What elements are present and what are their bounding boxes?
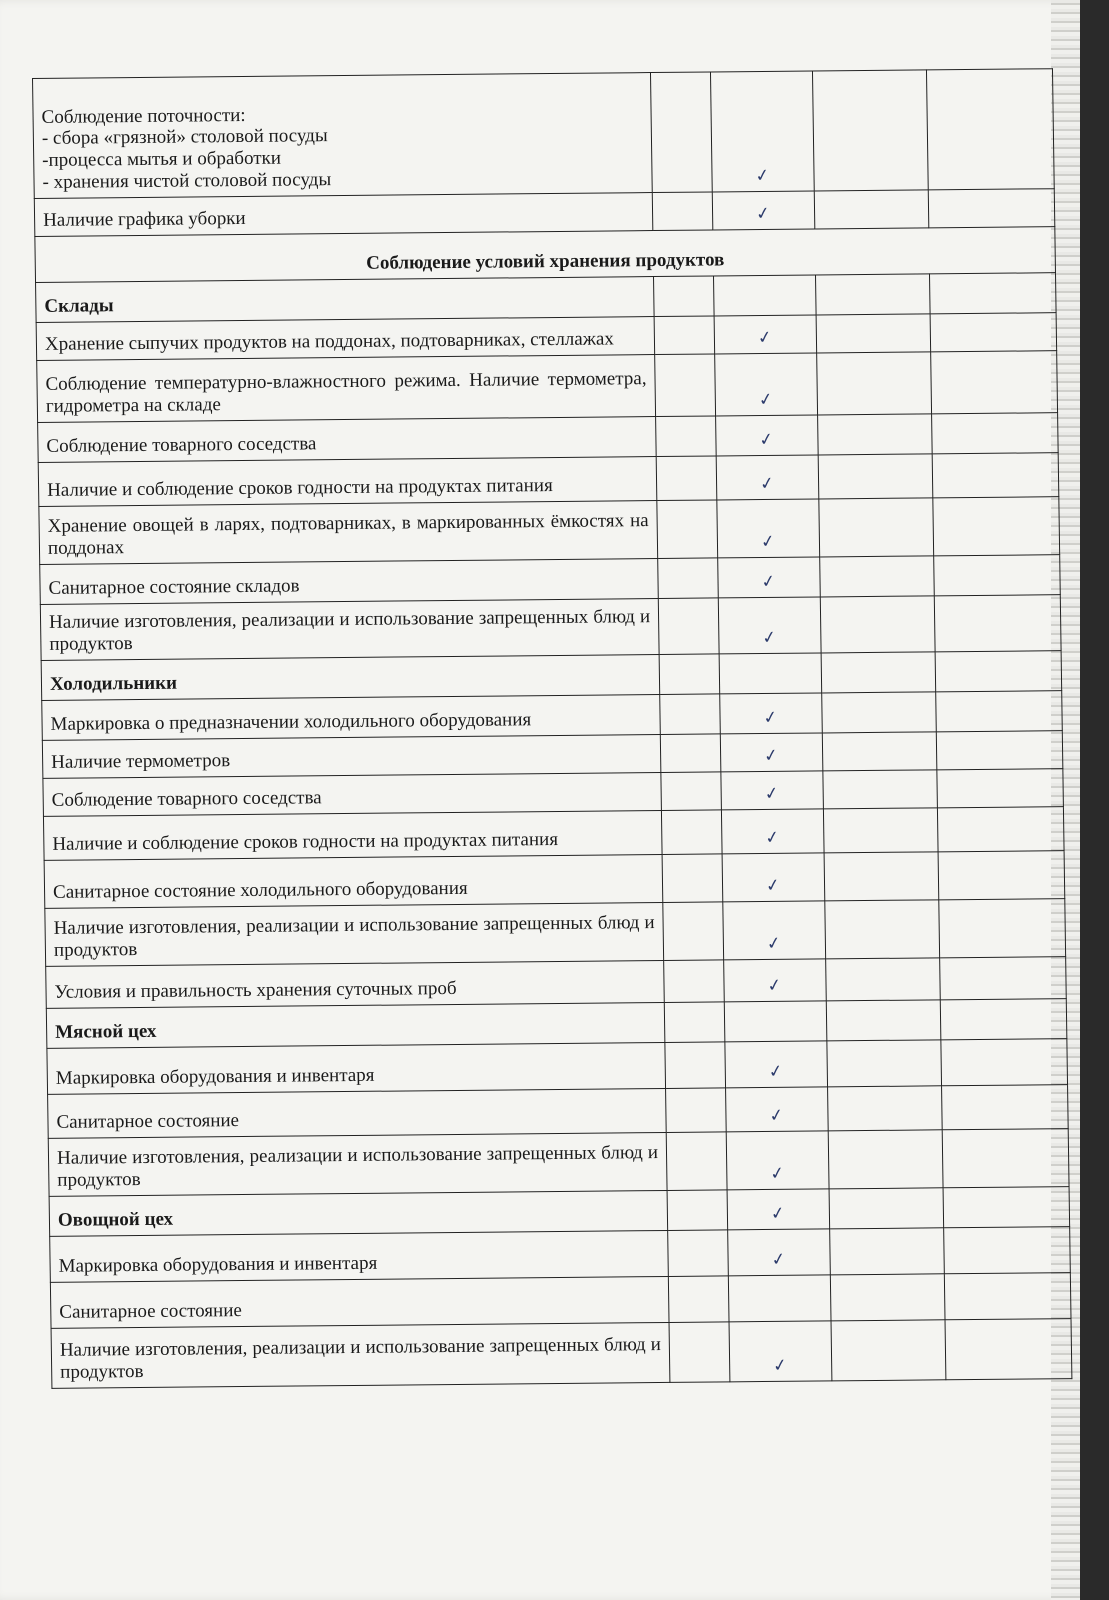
checklist-table <box>32 68 1072 1389</box>
criterion-line: Санитарное состояние <box>59 1300 243 1323</box>
check-cell <box>715 353 818 416</box>
blank-cell <box>944 1273 1071 1320</box>
check-cell <box>710 71 814 192</box>
checklist-row <box>45 899 1066 967</box>
check-cell <box>727 1189 830 1230</box>
blank-cell <box>820 556 935 597</box>
blank-cell <box>933 497 1060 556</box>
check-cell <box>729 1321 832 1382</box>
blank-cell <box>656 456 717 501</box>
blank-cell <box>658 558 719 599</box>
blank-cell <box>942 1129 1069 1188</box>
criterion-line: Маркировка о предназначении холодильного оборудования <box>50 709 532 736</box>
criterion-line: Соблюдение товарного соседства <box>46 433 317 458</box>
blank-cell <box>929 273 1056 314</box>
check-mark-icon: ✓ <box>754 203 773 226</box>
criterion-text: Наличие изготовления, реализации и использование запрещенных блюд и продуктов <box>40 599 659 661</box>
blank-cell <box>936 691 1063 732</box>
criterion-text <box>40 559 659 605</box>
check-mark-icon: ✓ <box>764 875 783 898</box>
criterion-line: Наличие графика уборки <box>42 208 246 232</box>
checklist-row <box>37 351 1058 423</box>
criterion-text: Наличие изготовления, реализации и использование запрещенных блюд и продуктов <box>45 902 664 966</box>
check-mark-icon: ✓ <box>770 1249 788 1272</box>
criterion-text <box>42 734 661 778</box>
check-cell <box>712 191 815 230</box>
criterion-text: Наличие изготовления, реализации и использование запрещенных блюд и продуктов <box>48 1132 667 1196</box>
blank-cell <box>661 772 722 811</box>
check-cell <box>724 1001 827 1042</box>
check-cell <box>725 1041 828 1088</box>
blank-cell <box>937 807 1064 852</box>
criterion-text <box>36 317 655 361</box>
blank-cell <box>666 1088 727 1133</box>
check-mark-icon: ✓ <box>758 473 777 496</box>
blank-cell <box>829 1188 944 1229</box>
check-cell <box>716 455 819 500</box>
blank-cell <box>662 854 723 903</box>
section-heading: Соблюдение условий хранения продуктов <box>35 227 1056 283</box>
blank-cell <box>821 652 936 693</box>
criterion-text <box>44 854 663 908</box>
blank-cell <box>825 900 940 959</box>
check-mark-icon: ✓ <box>756 327 774 350</box>
criterion-line: Соблюдение поточности: <box>41 104 246 128</box>
blank-cell <box>665 1042 726 1089</box>
criterion-line: - сбора «грязной» столовой посуды <box>41 125 328 150</box>
blank-cell <box>940 999 1067 1040</box>
blank-cell <box>654 316 715 355</box>
blank-cell <box>942 1085 1069 1130</box>
blank-cell <box>656 416 717 457</box>
check-cell <box>718 597 821 654</box>
blank-cell <box>812 70 928 191</box>
check-cell <box>728 1229 831 1276</box>
check-cell <box>720 733 823 772</box>
criterion-text <box>50 1230 669 1282</box>
criterion-line: Хранение сыпучих продуктов на поддонах, подтоварниках, стеллажах <box>44 328 614 356</box>
check-cell <box>714 275 817 316</box>
blank-cell <box>930 313 1057 352</box>
criterion-text <box>38 457 657 507</box>
blank-cell <box>658 598 719 655</box>
check-mark-icon: ✓ <box>769 1203 787 1226</box>
check-cell <box>718 557 821 598</box>
blank-cell <box>943 1187 1070 1228</box>
blank-cell <box>815 274 930 315</box>
criterion-text <box>38 417 657 463</box>
check-cell <box>726 1087 829 1132</box>
criterion-text <box>43 810 662 860</box>
checklist-row <box>33 69 1055 199</box>
section-title: Мясной цех <box>46 1002 665 1048</box>
check-mark-icon: ✓ <box>759 531 777 554</box>
checklist-row <box>51 1319 1072 1389</box>
checklist-body <box>33 69 1072 1389</box>
criterion-line: Наличие и соблюдение сроков годности на продуктах питания <box>46 475 553 502</box>
blank-cell <box>814 190 929 229</box>
blank-cell <box>664 1002 725 1043</box>
check-cell <box>721 771 824 810</box>
check-cell <box>716 415 819 456</box>
blank-cell <box>668 1230 729 1277</box>
criterion-text <box>42 695 661 741</box>
checklist-row <box>40 595 1061 661</box>
blank-cell <box>817 352 932 415</box>
blank-cell <box>831 1320 946 1381</box>
blank-cell <box>928 189 1055 228</box>
criterion-text <box>34 193 653 237</box>
checklist-row <box>48 1129 1069 1197</box>
criterion-line: -процесса мытья и обработки <box>42 147 282 172</box>
section-title: Склады <box>36 277 655 323</box>
checklist-row <box>39 497 1060 565</box>
check-mark-icon: ✓ <box>754 165 772 188</box>
criterion-line: Маркировка оборудования и инвентаря <box>58 1252 378 1277</box>
check-cell <box>728 1275 831 1322</box>
blank-cell <box>660 734 721 773</box>
blank-cell <box>931 351 1058 414</box>
blank-cell <box>819 498 934 557</box>
blank-cell <box>659 654 720 695</box>
criterion-line: Санитарное состояние холодильного оборудования <box>52 878 468 903</box>
blank-cell <box>654 276 715 317</box>
blank-cell <box>828 1086 943 1131</box>
blank-cell <box>935 651 1062 692</box>
blank-cell <box>655 354 716 417</box>
criterion-line: Маркировка оборудования и инвентаря <box>55 1064 375 1089</box>
criterion-text: Соблюдение температурно-влажностного режима. Наличие термометра, гидрометра на складе <box>37 355 656 423</box>
check-cell <box>722 853 825 902</box>
checklist-form <box>32 68 1091 1389</box>
blank-cell <box>938 851 1065 900</box>
blank-cell <box>650 72 712 193</box>
blank-cell <box>926 69 1054 190</box>
section-title: Овощной цех <box>49 1190 668 1236</box>
check-cell <box>721 809 824 854</box>
check-mark-icon: ✓ <box>762 707 780 730</box>
blank-cell <box>816 314 931 353</box>
check-cell <box>717 499 820 558</box>
check-cell <box>723 901 826 960</box>
criterion-text <box>46 960 665 1008</box>
check-mark-icon: ✓ <box>764 827 782 850</box>
blank-cell <box>936 731 1063 770</box>
blank-cell <box>937 769 1064 808</box>
blank-cell <box>668 1276 729 1323</box>
criterion-text <box>47 1042 666 1094</box>
criterion-line: Санитарное состояние складов <box>48 575 300 600</box>
blank-cell <box>934 595 1061 652</box>
blank-cell <box>945 1319 1072 1380</box>
check-mark-icon: ✓ <box>765 933 783 956</box>
blank-cell <box>932 453 1059 498</box>
blank-cell <box>820 596 935 653</box>
blank-cell <box>664 960 725 1003</box>
blank-cell <box>828 1130 943 1189</box>
check-mark-icon: ✓ <box>768 1105 786 1128</box>
blank-cell <box>822 692 937 733</box>
criterion-text <box>50 1276 669 1328</box>
criterion-line: Условия и правильность хранения суточных проб <box>54 978 457 1003</box>
criterion-line: Наличие и соблюдение сроков годности на продуктах питания <box>52 829 559 855</box>
blank-cell <box>823 770 938 809</box>
criterion-line: Наличие термометров <box>51 750 231 774</box>
check-mark-icon: ✓ <box>762 745 781 768</box>
blank-cell <box>940 957 1067 1000</box>
blank-cell <box>939 899 1066 958</box>
check-mark-icon: ✓ <box>769 1163 787 1186</box>
blank-cell <box>826 958 941 1001</box>
blank-cell <box>822 732 937 771</box>
blank-cell <box>826 1000 941 1041</box>
check-mark-icon: ✓ <box>757 389 775 412</box>
blank-cell <box>934 555 1061 596</box>
blank-cell <box>827 1040 942 1087</box>
blank-cell <box>818 414 933 455</box>
criterion-text <box>43 772 662 816</box>
blank-cell <box>660 694 721 735</box>
blank-cell <box>667 1190 728 1231</box>
criterion-line: - хранения чистой столовой посуды <box>42 169 332 194</box>
blank-cell <box>932 413 1059 454</box>
blank-cell <box>830 1228 945 1275</box>
blank-cell <box>941 1039 1068 1086</box>
criterion-text <box>33 73 653 199</box>
blank-cell <box>824 852 939 901</box>
check-mark-icon: ✓ <box>763 783 781 806</box>
criterion-text: Наличие изготовления, реализации и использование запрещенных блюд и продуктов <box>51 1322 670 1388</box>
check-cell <box>726 1131 829 1190</box>
criterion-text: Хранение овощей в ларях, подтоварниках, в маркированных ёмкостях на поддонах <box>39 501 658 565</box>
blank-cell <box>823 808 938 853</box>
blank-cell <box>669 1322 730 1383</box>
check-cell <box>720 693 823 734</box>
blank-cell <box>663 902 724 961</box>
blank-cell <box>830 1274 945 1321</box>
check-cell <box>714 315 817 354</box>
blank-cell <box>666 1132 727 1191</box>
blank-cell <box>652 192 713 231</box>
blank-cell <box>944 1227 1071 1274</box>
check-mark-icon: ✓ <box>758 429 776 452</box>
criterion-text <box>48 1088 667 1138</box>
blank-cell <box>661 810 722 855</box>
check-cell <box>724 959 827 1002</box>
check-cell <box>719 653 822 694</box>
section-title: Холодильники <box>41 655 660 701</box>
check-mark-icon: ✓ <box>771 1355 790 1378</box>
check-mark-icon: ✓ <box>760 571 778 594</box>
check-mark-icon: ✓ <box>767 1061 785 1084</box>
blank-cell <box>818 454 933 499</box>
criterion-line: Соблюдение товарного соседства <box>51 787 322 811</box>
check-mark-icon: ✓ <box>766 975 784 998</box>
check-mark-icon: ✓ <box>761 627 779 650</box>
criterion-line: Санитарное состояние <box>56 1110 240 1133</box>
blank-cell <box>657 500 718 559</box>
